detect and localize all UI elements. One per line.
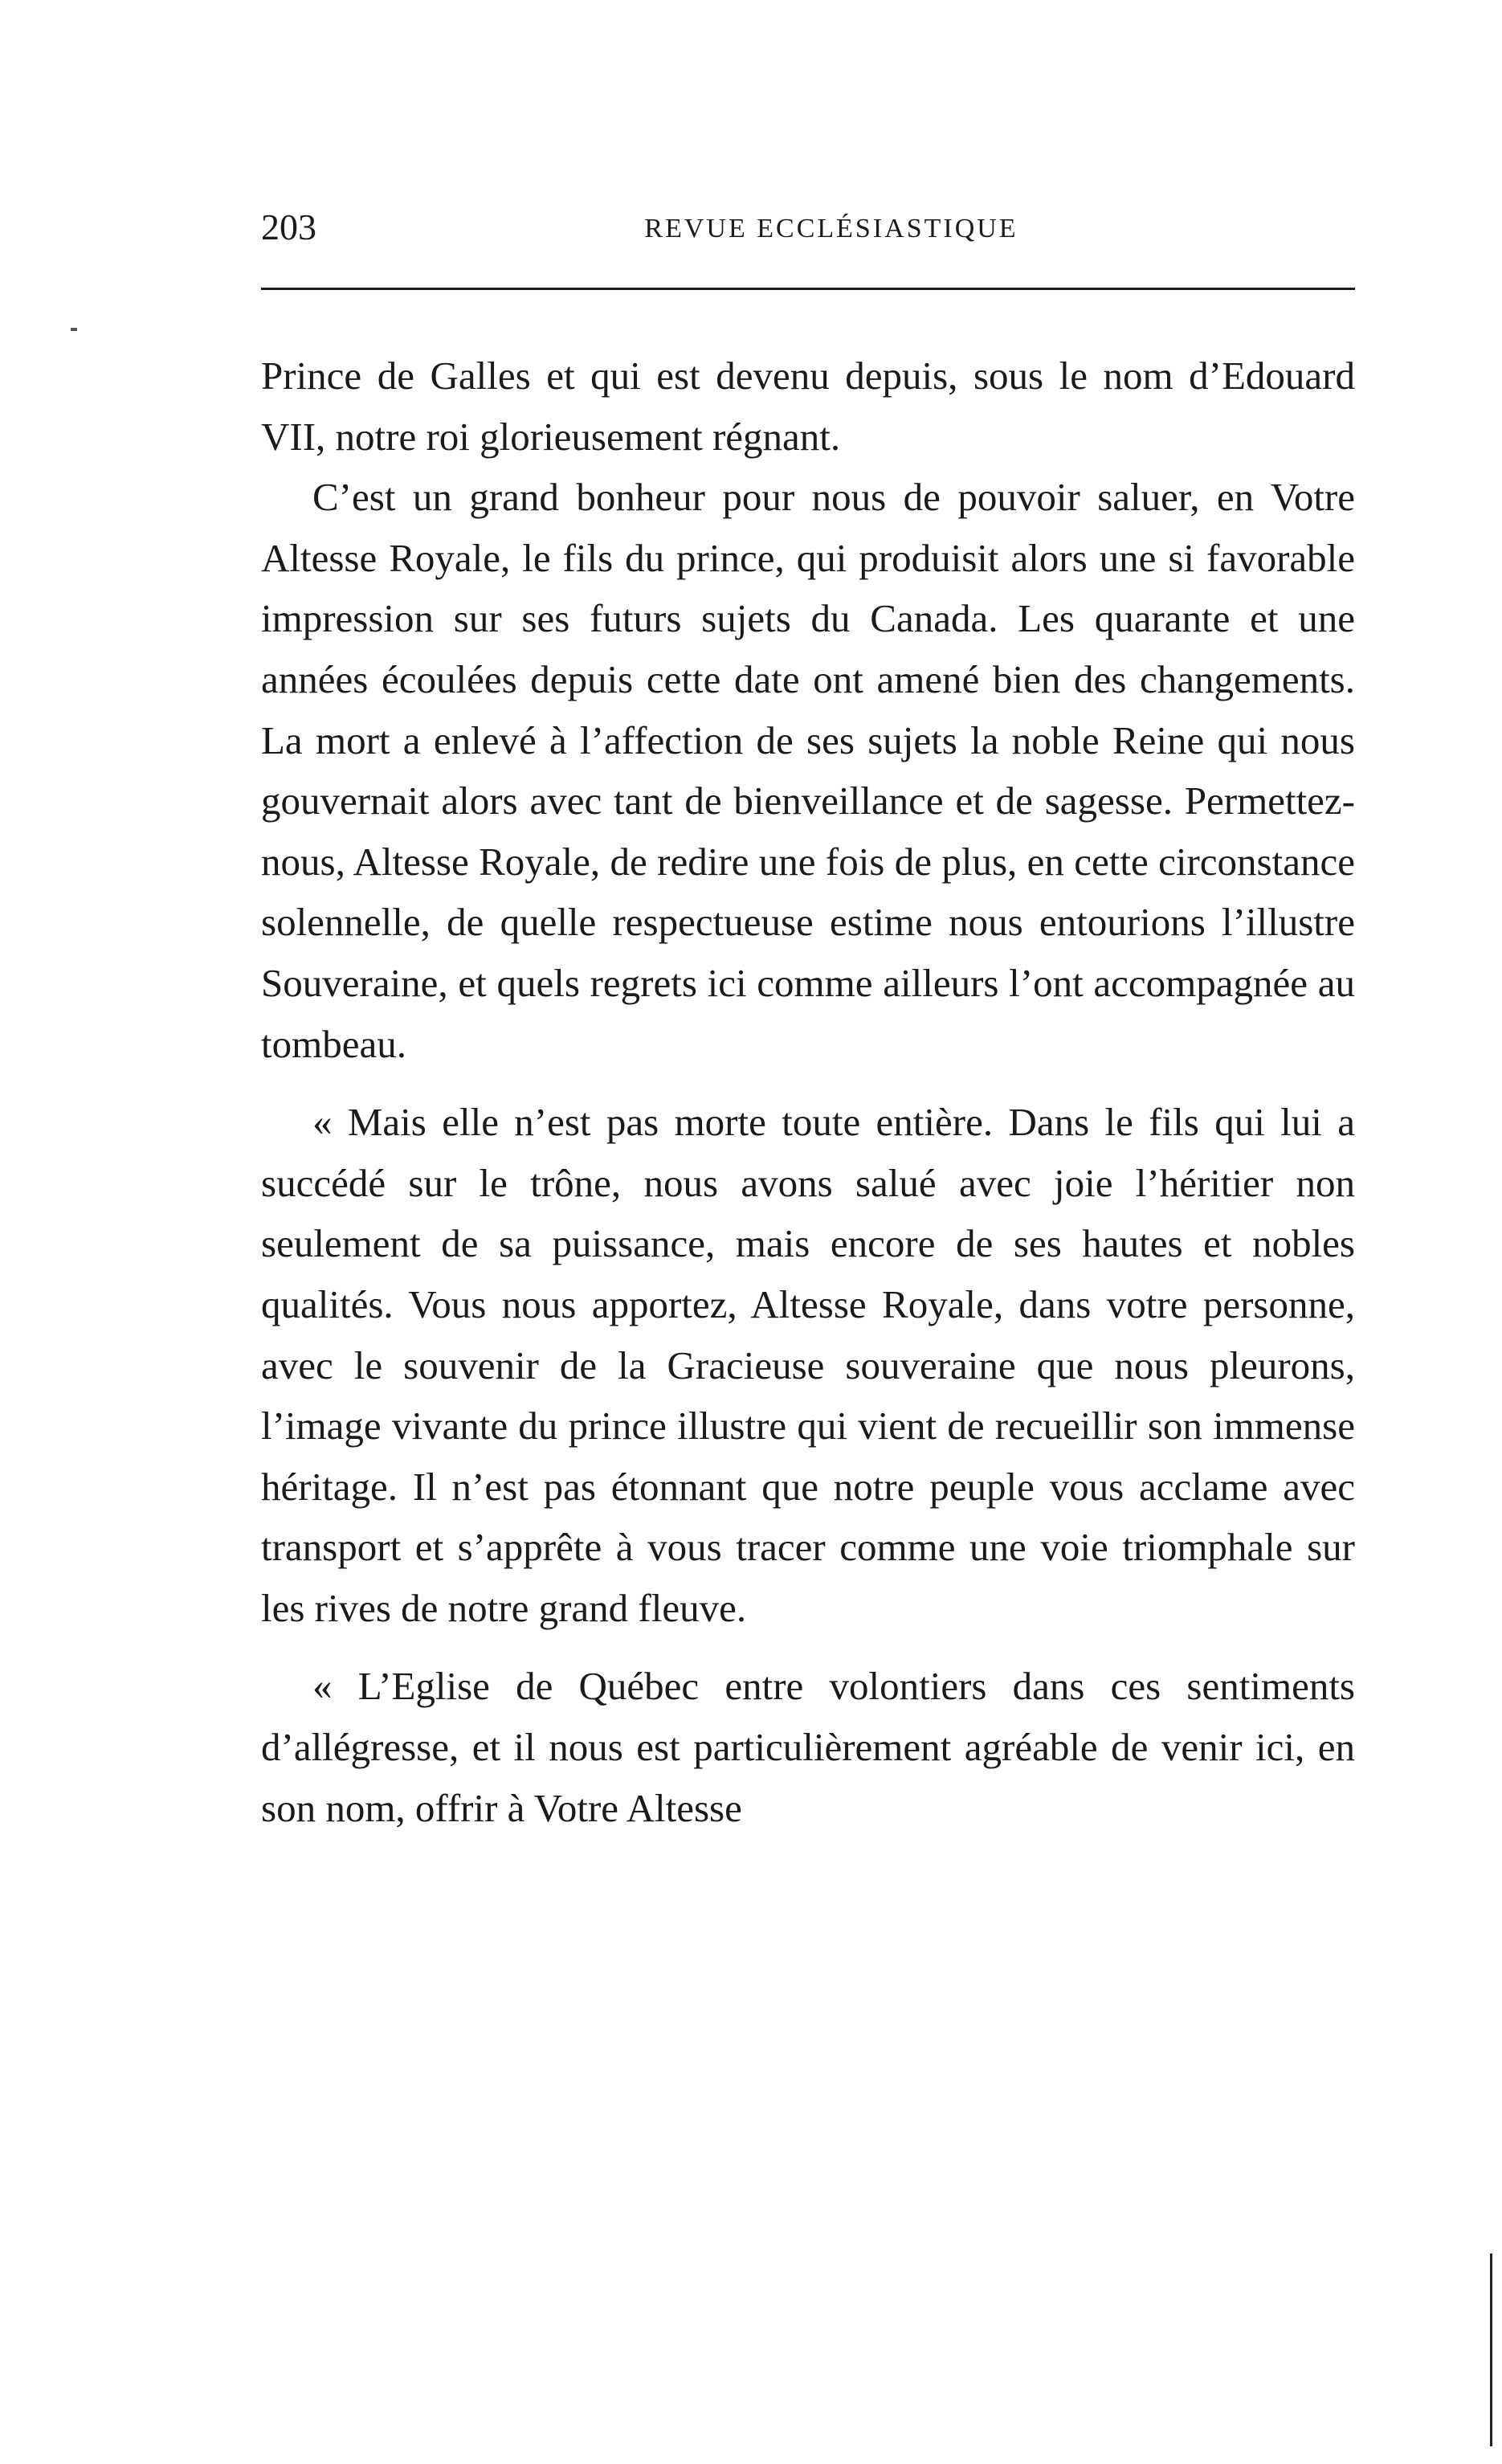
page-number: 203: [261, 206, 316, 247]
body-text: [261, 345, 1355, 1838]
scan-dot: [71, 328, 77, 331]
running-head: REVUE ECCLÉSIASTIQUE: [644, 214, 1018, 243]
header-rule: [261, 288, 1355, 290]
paragraph-1: Prince de Galles et qui est devenu depuis, sous le nom d’Edouard VII, notre roi glorieusement régnant.: [261, 353, 1355, 459]
paragraph-4: « L’Eglise de Québec entre volontiers dans ces sentiments d’allégresse, et il nous est particulièrement agréable de venir ici, en son nom, offrir à Votre Altesse: [261, 1664, 1355, 1830]
page-header: [261, 205, 1353, 253]
scan-edge-mark: [1490, 2254, 1492, 2446]
paragraph-3: « Mais elle n’est pas morte toute entière. Dans le fils qui lui a succédé sur le trône, nous avons salué avec joie l’héritier non seulement de sa puissance, mais encore de ses hautes et nobles qualités. Vous nous apportez, Altesse Royale, dans votre personne, avec le souvenir de la Gracieuse souveraine que nous pleurons, l’image vivante du prince illustre qui vient de recueillir son immense héritage. Il n’est pas étonnant que notre peuple vous acclame avec transport et s’apprête à vous tracer comme une voie triomphale sur les rives de notre grand fleuve.: [261, 1100, 1355, 1630]
paragraph-2: C’est un grand bonheur pour nous de pouvoir saluer, en Votre Altesse Royale, le fils du prince, qui produisit alors une si favorable impression sur ses futurs sujets du Canada. Les quarante et une années écoulées depuis cette date ont amené bien des changements. La mort a enlevé à l’affection de ses sujets la noble Reine qui nous gouvernait alors avec tant de bienveillance et de sagesse. Permettez-nous, Altesse Royale, de redire une fois de plus, en cette circonstance solennelle, de quelle respectueuse estime nous entourions l’illustre Souveraine, et quels regrets ici comme ailleurs l’ont accompagnée au tombeau.: [261, 475, 1355, 1066]
